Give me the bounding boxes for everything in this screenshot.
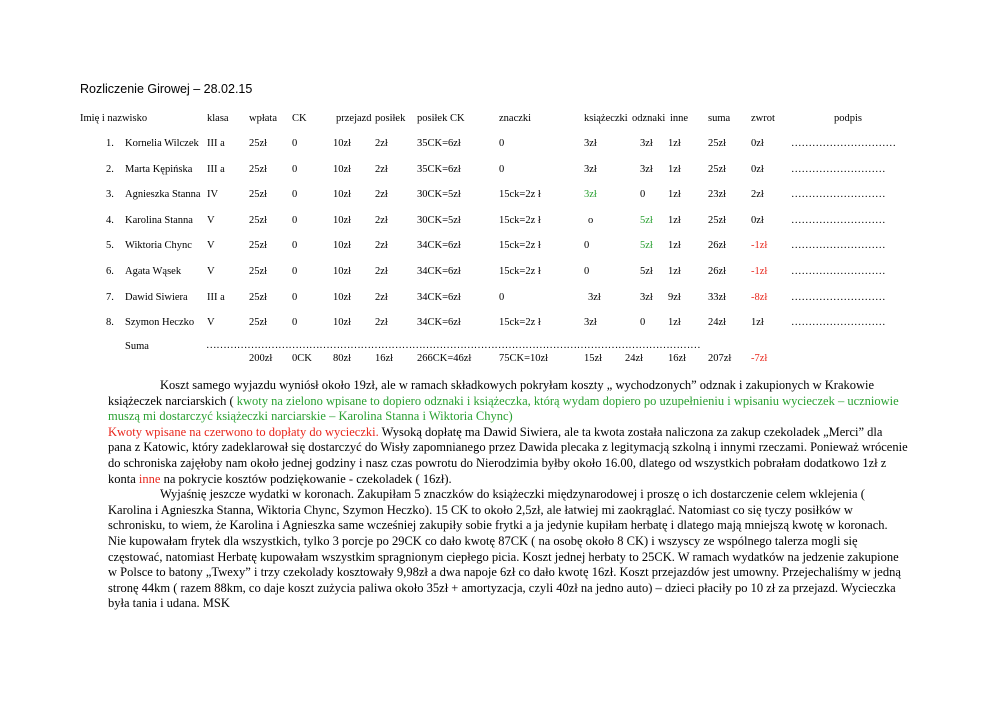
row-7-ksiazeczki: 3zł (588, 291, 601, 303)
row-4-ck: 0 (292, 214, 298, 226)
row-5-ksiazeczki: 0 (584, 240, 590, 252)
row-4-no: 4. (106, 214, 114, 226)
row-8-name: Szymon Heczko (125, 317, 195, 329)
row-6-wplata: 25zł (249, 266, 268, 277)
row-8-wplata: 25zł (249, 317, 268, 329)
row-8-inne: 1zł (668, 317, 681, 329)
row-7-zwrot: -8zł (751, 291, 768, 303)
header-ck: CK (292, 113, 307, 124)
row-2-name: Marta Kępińska (125, 163, 193, 175)
row-6-podpis: ……………………… (791, 266, 886, 277)
row-6-ksiazeczki: 0 (584, 266, 590, 277)
summary-ksiazeczki: 15zł (584, 353, 603, 364)
row-3-wplata: 25zł (249, 189, 268, 201)
row-6-ck: 0 (292, 266, 298, 277)
row-3-inne: 1zł (668, 189, 681, 201)
row-6-suma: 26zł (708, 266, 727, 277)
row-4-znaczki: 15ck=2z ł (499, 214, 541, 226)
row-2-wplata: 25zł (249, 163, 268, 175)
row-8-ck: 0 (292, 317, 298, 329)
row-5-znaczki: 15ck=2z ł (499, 240, 541, 252)
paragraph-1 (108, 378, 908, 487)
summary-label: Suma (125, 341, 149, 352)
row-5-posilek-ck: 34CK=6zł (417, 240, 461, 252)
row-6-przejazd: 10zł (333, 266, 352, 277)
row-1-name: Kornelia Wilczek (125, 138, 199, 149)
row-1-no: 1. (106, 138, 114, 149)
header-zwrot: zwrot (751, 113, 775, 124)
header-klasa: klasa (207, 113, 229, 124)
header-przejazd: przejazd (336, 113, 372, 124)
row-1-ck: 0 (292, 138, 298, 149)
p1-green-note: kwoty na zielono wpisane to dopiero odznaki i książeczka, którą wydam dopiero po uzupełnieniu i wpisaniu wycieczek – uczniowie muszą mi dostarczyć książeczki narciarskie – Karolina Stanna i Wiktoria Chync) (108, 393, 899, 424)
row-8-klasa: V (207, 317, 215, 329)
row-5-suma: 26zł (708, 240, 727, 252)
summary-odznaki: 24zł (625, 353, 644, 364)
row-3-podpis: ……………………… (791, 189, 886, 201)
row-4-odznaki: 5zł (640, 214, 653, 226)
header-ksiazeczki: książeczki (584, 113, 628, 124)
row-5-podpis: ……………………… (791, 240, 886, 252)
row-4-klasa: V (207, 214, 215, 226)
row-2-zwrot: 0zł (751, 163, 764, 175)
row-3-posilek: 2zł (375, 189, 388, 201)
row-4-inne: 1zł (668, 214, 681, 226)
row-8-suma: 24zł (708, 317, 727, 329)
row-8-posilek: 2zł (375, 317, 388, 329)
header-posilek-ck: posiłek CK (417, 113, 465, 124)
header-podpis: podpis (834, 113, 863, 124)
summary-posilek-ck: 266CK=46zł (417, 353, 472, 364)
row-3-name: Agnieszka Stanna (125, 189, 201, 201)
row-2-ck: 0 (292, 163, 298, 175)
row-6-posilek: 2zł (375, 266, 388, 277)
row-2-klasa: III a (207, 163, 225, 175)
row-6-odznaki: 5zł (640, 266, 653, 277)
header-wplata: wpłata (249, 113, 277, 124)
description-text (108, 378, 908, 612)
row-3-zwrot: 2zł (751, 189, 764, 201)
row-2-suma: 25zł (708, 163, 727, 175)
row-7-ck: 0 (292, 291, 298, 303)
row-5-ck: 0 (292, 240, 298, 252)
row-2-ksiazeczki: 3zł (584, 163, 597, 175)
row-5-klasa: V (207, 240, 215, 252)
row-2-odznaki: 3zł (640, 163, 653, 175)
summary-inne: 16zł (668, 353, 687, 364)
row-1-podpis: ………………………… (791, 138, 896, 149)
row-7-podpis: ……………………… (791, 291, 886, 303)
row-1-zwrot: 0zł (751, 138, 764, 149)
summary-wplata: 200zł (249, 353, 273, 364)
row-7-przejazd: 10zł (333, 291, 352, 303)
row-3-znaczki: 15ck=2z ł (499, 189, 541, 201)
p1-text-b: Wysoką dopłatę ma Dawid Siwiera, ale ta kwota została naliczona za zakup czekoladek „Merci” dla pana z Katowic, który zadeklarował się dostarczyć do Wisły zapomnianego przez Dawida plecaka z legitymacją szkolną i innymi rzeczami. Ponieważ wrócenie do schroniska zajęłoby nam około jednej godziny i nasz czas powrotu do Nierodzimia byłby około 16.00, dlatego od wszystkich pobrałam dodatkowo 1zł z konta (108, 424, 908, 486)
row-7-odznaki: 3zł (640, 291, 653, 303)
summary-dots: ……………………………………………………………………………………………………………………………… (206, 340, 701, 351)
row-1-posilek: 2zł (375, 138, 388, 149)
row-8-zwrot: 1zł (751, 317, 764, 329)
row-2-przejazd: 10zł (333, 163, 352, 175)
row-7-znaczki: 0 (499, 291, 505, 303)
row-3-odznaki: 0 (640, 189, 646, 201)
row-6-klasa: V (207, 266, 215, 277)
row-1-inne: 1zł (668, 138, 681, 149)
row-4-wplata: 25zł (249, 214, 268, 226)
row-5-name: Wiktoria Chync (125, 240, 192, 252)
row-1-ksiazeczki: 3zł (584, 138, 597, 149)
row-2-inne: 1zł (668, 163, 681, 175)
row-5-wplata: 25zł (249, 240, 268, 252)
p1-red-inne: inne (138, 471, 161, 486)
summary-zwrot: -7zł (751, 353, 768, 364)
summary-posilek: 16zł (375, 353, 394, 364)
row-5-inne: 1zł (668, 240, 681, 252)
row-4-zwrot: 0zł (751, 214, 764, 226)
header-znaczki: znaczki (499, 113, 532, 124)
row-8-odznaki: 0 (640, 317, 646, 329)
row-6-znaczki: 15ck=2z ł (499, 266, 541, 277)
header-inne: inne (670, 113, 689, 124)
page-title: Rozliczenie Girowej – 28.02.15 (80, 82, 253, 96)
paragraph-2: Wyjaśnię jeszcze wydatki w koronach. Zakupiłam 5 znaczków do książeczki międzynarodowej i proszę o ich dostarczenie celem wklejenia ( Karolina i Agnieszka Stanna, Wiktoria Chync, Szymon Heczko). 15 CK to około 2,5zł, ale łatwiej mi zaokrąglać. Natomiast co się tyczy posiłków w schronisku, to wiem, że Karolina i Agnieszka same wcześniej zakupiły sobie frytki a ja jedynie kupiłam herbatę i dlatego mają mniejszą kwotę w koronach. Nie kupowałam frytek dla wszystkich, tylko 3 porcje po 29CK co dało kwotę 87CK ( na osobę około 8 CK) i wszyscy ze wspólnego talerza mogli się częstować, natomiast Herbatę kupowałam wszystkim spragnionym ciepłego picia. Koszt jednej herbaty to 25CK. W ramach wydatków na jedzenie zakupione w Polsce to batony „Twexy” i trzy czekolady kosztowały 9,98zł a dwa napoje 6zł co dało kwotę 16zł. Koszt przejazdów jest umowny. Przejechaliśmy w jedną stronę 44km ( razem 88km, co daje koszt zużycia paliwa około 35zł + amortyzacja, czyli 40zł na jedno auto) – dzieci płaciły po 10 zł za przejazd. Wycieczka była tania i udana. MSK (108, 487, 901, 611)
p1-text-c: na pokrycie kosztów podziękowanie - czekoladek ( 16zł). (160, 471, 452, 486)
row-1-posilek-ck: 35CK=6zł (417, 138, 461, 149)
row-7-klasa: III a (207, 291, 225, 303)
summary-suma: 207zł (708, 353, 732, 364)
row-5-posilek: 2zł (375, 240, 388, 252)
row-6-posilek-ck: 34CK=6zł (417, 266, 461, 277)
row-3-no: 3. (106, 189, 114, 201)
row-4-posilek-ck: 30CK=5zł (417, 214, 461, 226)
row-7-suma: 33zł (708, 291, 727, 303)
row-5-no: 5. (106, 240, 114, 252)
row-1-przejazd: 10zł (333, 138, 352, 149)
row-7-no: 7. (106, 291, 114, 303)
row-6-name: Agata Wąsek (125, 266, 182, 277)
header-name: Imię i nazwisko (80, 113, 148, 124)
row-4-name: Karolina Stanna (125, 214, 193, 226)
row-3-ksiazeczki: 3zł (584, 189, 597, 201)
header-suma: suma (708, 113, 731, 124)
row-4-suma: 25zł (708, 214, 727, 226)
row-1-odznaki: 3zł (640, 138, 653, 149)
row-6-no: 6. (106, 266, 114, 277)
row-7-wplata: 25zł (249, 291, 268, 303)
row-3-przejazd: 10zł (333, 189, 352, 201)
row-5-przejazd: 10zł (333, 240, 352, 252)
row-2-znaczki: 0 (499, 163, 505, 175)
summary-ck: 0CK (292, 353, 312, 364)
row-1-suma: 25zł (708, 138, 727, 149)
row-7-name: Dawid Siwiera (125, 291, 188, 303)
row-3-suma: 23zł (708, 189, 727, 201)
row-8-znaczki: 15ck=2z ł (499, 317, 541, 329)
row-2-posilek-ck: 35CK=6zł (417, 163, 461, 175)
row-4-posilek: 2zł (375, 214, 388, 226)
row-4-podpis: ……………………… (791, 214, 886, 226)
row-3-klasa: IV (207, 189, 219, 201)
row-3-posilek-ck: 30CK=5zł (417, 189, 461, 201)
row-1-wplata: 25zł (249, 138, 268, 149)
header-odznaki: odznaki (632, 113, 666, 124)
row-2-posilek: 2zł (375, 163, 388, 175)
row-4-przejazd: 10zł (333, 214, 352, 226)
row-8-przejazd: 10zł (333, 317, 352, 329)
summary-przejazd: 80zł (333, 353, 352, 364)
row-7-posilek: 2zł (375, 291, 388, 303)
summary-znaczki: 75CK=10zł (499, 353, 549, 364)
row-3-ck: 0 (292, 189, 298, 201)
row-5-zwrot: -1zł (751, 240, 768, 252)
row-8-no: 8. (106, 317, 114, 329)
row-2-podpis: ……………………… (791, 163, 886, 175)
row-1-znaczki: 0 (499, 138, 505, 149)
row-2-no: 2. (106, 163, 114, 175)
p1-text-a: Koszt samego wyjazdu wyniósł około 19zł, ale w ramach składkowych pokryłam koszty „ wychodzonych” odznak i zakupionych w Krakowie książeczek narciarskich ( (108, 378, 875, 408)
row-8-ksiazeczki: 3zł (584, 317, 597, 329)
row-6-inne: 1zł (668, 266, 681, 277)
p1-red-note: Kwoty wpisane na czerwono to dopłaty do wycieczki. (108, 424, 379, 439)
row-5-odznaki: 5zł (640, 240, 653, 252)
row-8-posilek-ck: 34CK=6zł (417, 317, 461, 329)
row-4-ksiazeczki: o (588, 214, 594, 226)
row-7-posilek-ck: 34CK=6zł (417, 291, 461, 303)
row-6-zwrot: -1zł (751, 266, 768, 277)
row-1-klasa: III a (207, 138, 225, 149)
row-8-podpis: ……………………… (791, 317, 886, 329)
row-7-inne: 9zł (668, 291, 681, 303)
header-posilek: posiłek (375, 113, 406, 124)
